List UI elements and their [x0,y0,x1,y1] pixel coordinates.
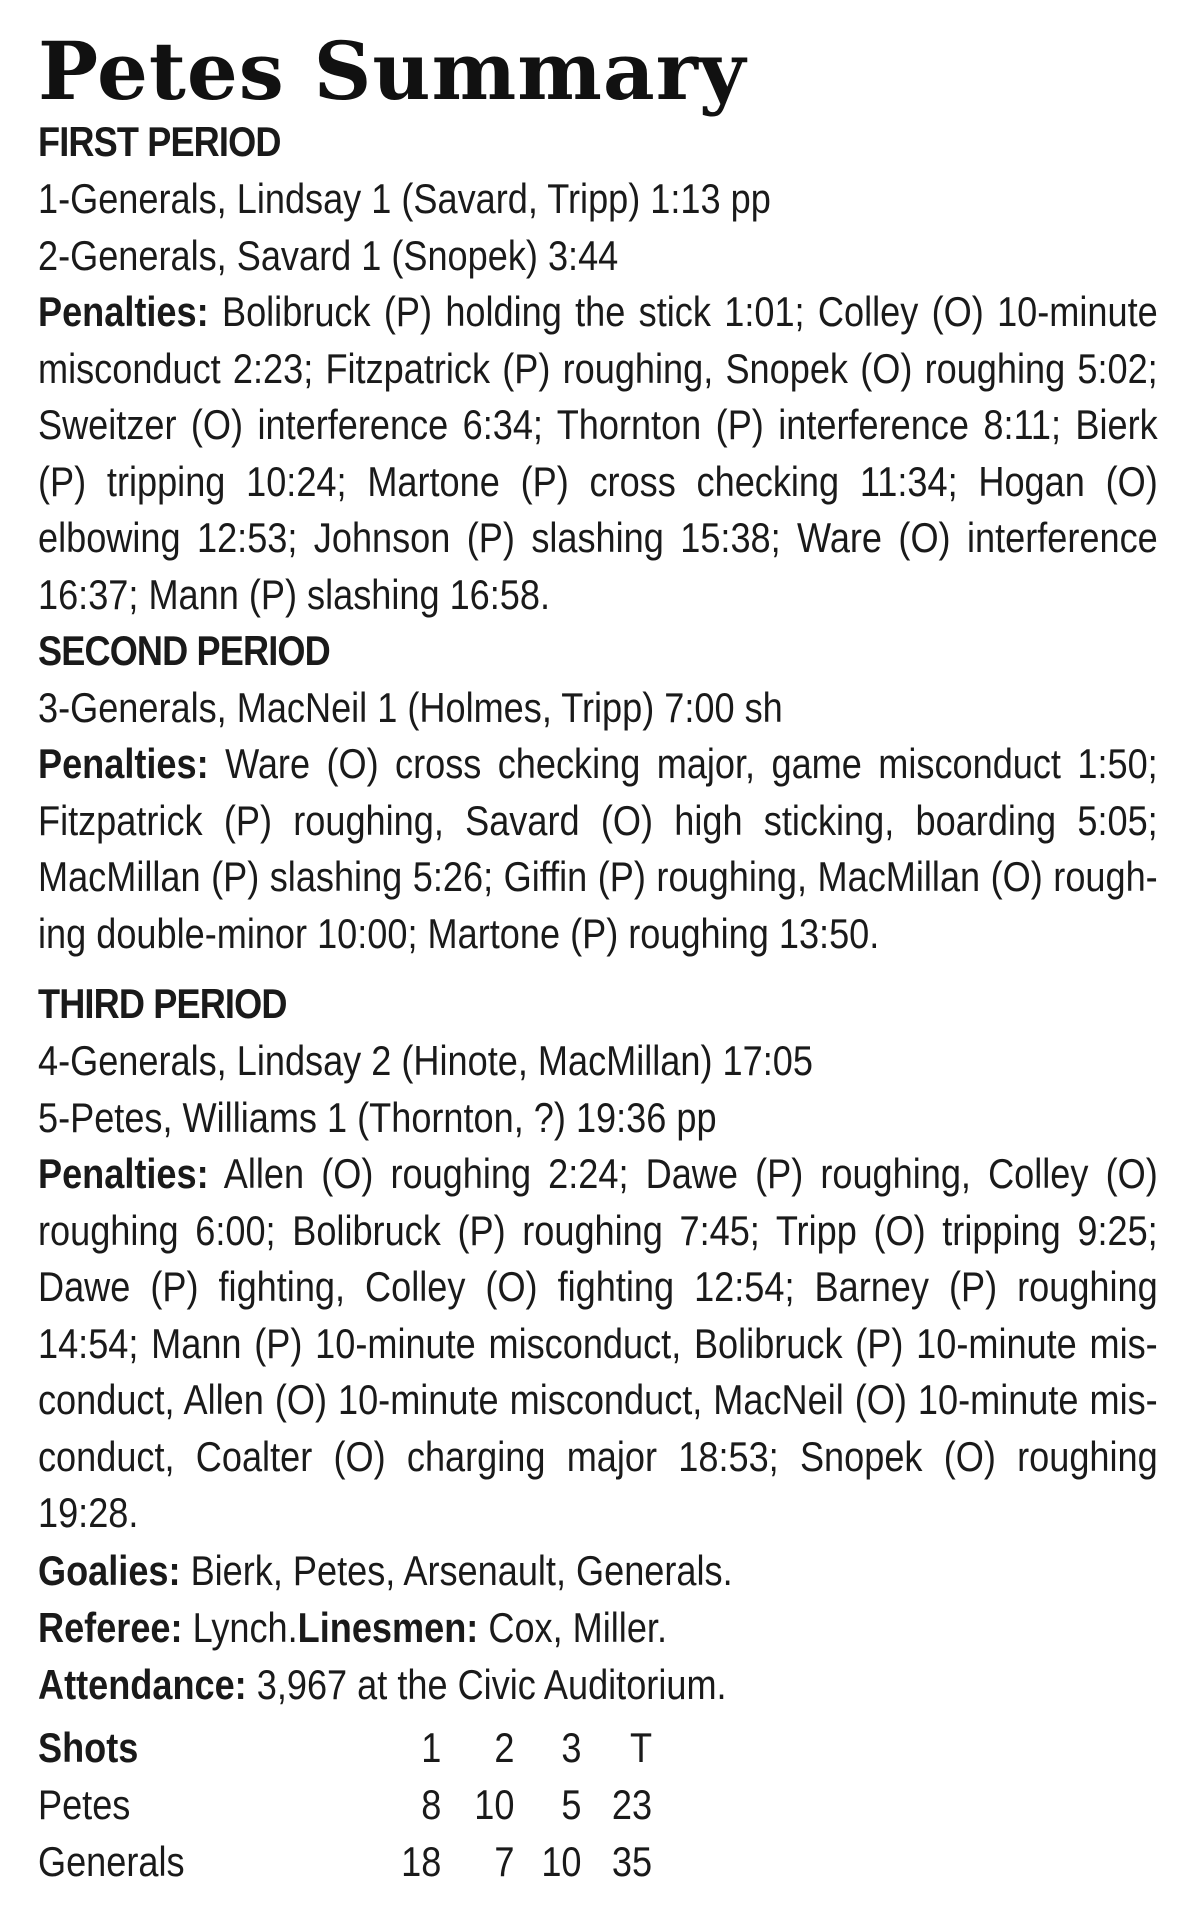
goal-line: 3-Generals, MacNeil 1 (Holmes, Tripp) 7:00 sh [38,684,783,731]
summary-article [38,24,1158,1890]
total-header: T [629,1723,653,1771]
shots-total: 35 [611,1837,653,1885]
goal-line: 2-Generals, Savard 1 (Snopek) 3:44 [38,232,619,279]
shots-label: Shots [38,1723,139,1771]
goal-line: 5-Petes, Williams 1 (Thornton, ?) 19:36 pp [38,1094,717,1141]
referee-label: Referee: [38,1603,183,1651]
goal-line: 1-Generals, Lindsay 1 (Savard, Tripp) 1:13 pp [38,175,771,222]
goal-line: 4-Generals, Lindsay 2 (Hinote, MacMillan) 17:05 [38,1037,813,1084]
officials-line [38,1599,1001,1656]
page-title: Petes Summary [38,24,747,118]
goalies-text: Bierk, Petes, Arsenault, Generals. [190,1546,733,1594]
shots-value: 5 [561,1780,582,1828]
first-period-penalties [38,284,1158,623]
penalties-text: Ware (O) cross checking major, game misconduct 1:50; Fitzpatrick (P) roughing, Savard (O) high sticking, boarding 5:05; MacMillan (P) slashing 5:26; Giffin (P) roughing, MacMillan (O) rough-ing double-minor 10:00; Martone (P) roughing 13:50. [38,740,1158,957]
penalties-label: Penalties: [38,1150,209,1197]
second-period-penalties [38,736,1158,962]
shots-value: 7 [494,1837,515,1885]
shots-table [38,1719,652,1890]
attendance-text: 3,967 at the Civic Auditorium. [256,1660,727,1708]
penalties-text: Bolibruck (P) holding the stick 1:01; Colley (O) 10-minute misconduct 2:23; Fitzpatrick (P) roughing, Snopek (O) roughing 5:02; Sweitzer (O) interference 6:34; Thornton (P) interference 8:11; Bierk (P) tripping 10:24; Martone (P) cross checking 11:34; Hogan (O) elbowing 12:53; Johnson (P) slashing 15:38; Ware (O) interference 16:37; Mann (P) slashing 16:58. [38,288,1158,618]
third-period-heading: THIRD PERIOD [38,980,287,1027]
referee-text: Lynch. [192,1603,298,1651]
shots-value: 8 [421,1780,442,1828]
penalties-label: Penalties: [38,740,209,787]
linesmen-label: Linesmen: [297,1603,479,1651]
shots-total: 23 [611,1780,653,1828]
team-name: Petes [38,1780,131,1828]
table-row [38,1833,652,1890]
attendance-line [38,1656,1001,1713]
spacer [38,962,1158,976]
goalies-label: Goalies: [38,1546,181,1594]
goalies-line [38,1542,1001,1599]
linesmen-text: Cox, Miller. [488,1603,667,1651]
shots-header-row [38,1719,652,1776]
penalties-label: Penalties: [38,288,209,335]
penalties-text: Allen (O) roughing 2:24; Dawe (P) roughing, Colley (O) roughing 6:00; Bolibruck (P) roughing 7:45; Tripp (O) tripping 9:25; Dawe (P) fighting, Colley (O) fighting 12:54; Barney (P) roughing 14:54; Mann (P) 10-minute misconduct, Bolibruck (P) 10-minute mis-conduct, Allen (O) 10-minute misconduct, MacNeil (O) 10-minute mis-conduct, Coalter (O) charging major 18:53; Snopek (O) roughing 19:28. [38,1150,1158,1536]
period-header: 2 [494,1723,515,1771]
third-period-penalties [38,1146,1158,1542]
period-header: 1 [421,1723,442,1771]
shots-value: 10 [541,1837,582,1885]
first-period-heading: FIRST PERIOD [38,118,281,165]
shots-value: 10 [474,1780,515,1828]
second-period-heading: SECOND PERIOD [38,627,330,674]
attendance-label: Attendance: [38,1660,247,1708]
table-row [38,1776,652,1833]
shots-value: 18 [401,1837,442,1885]
team-name: Generals [38,1837,185,1885]
period-header: 3 [561,1723,582,1771]
